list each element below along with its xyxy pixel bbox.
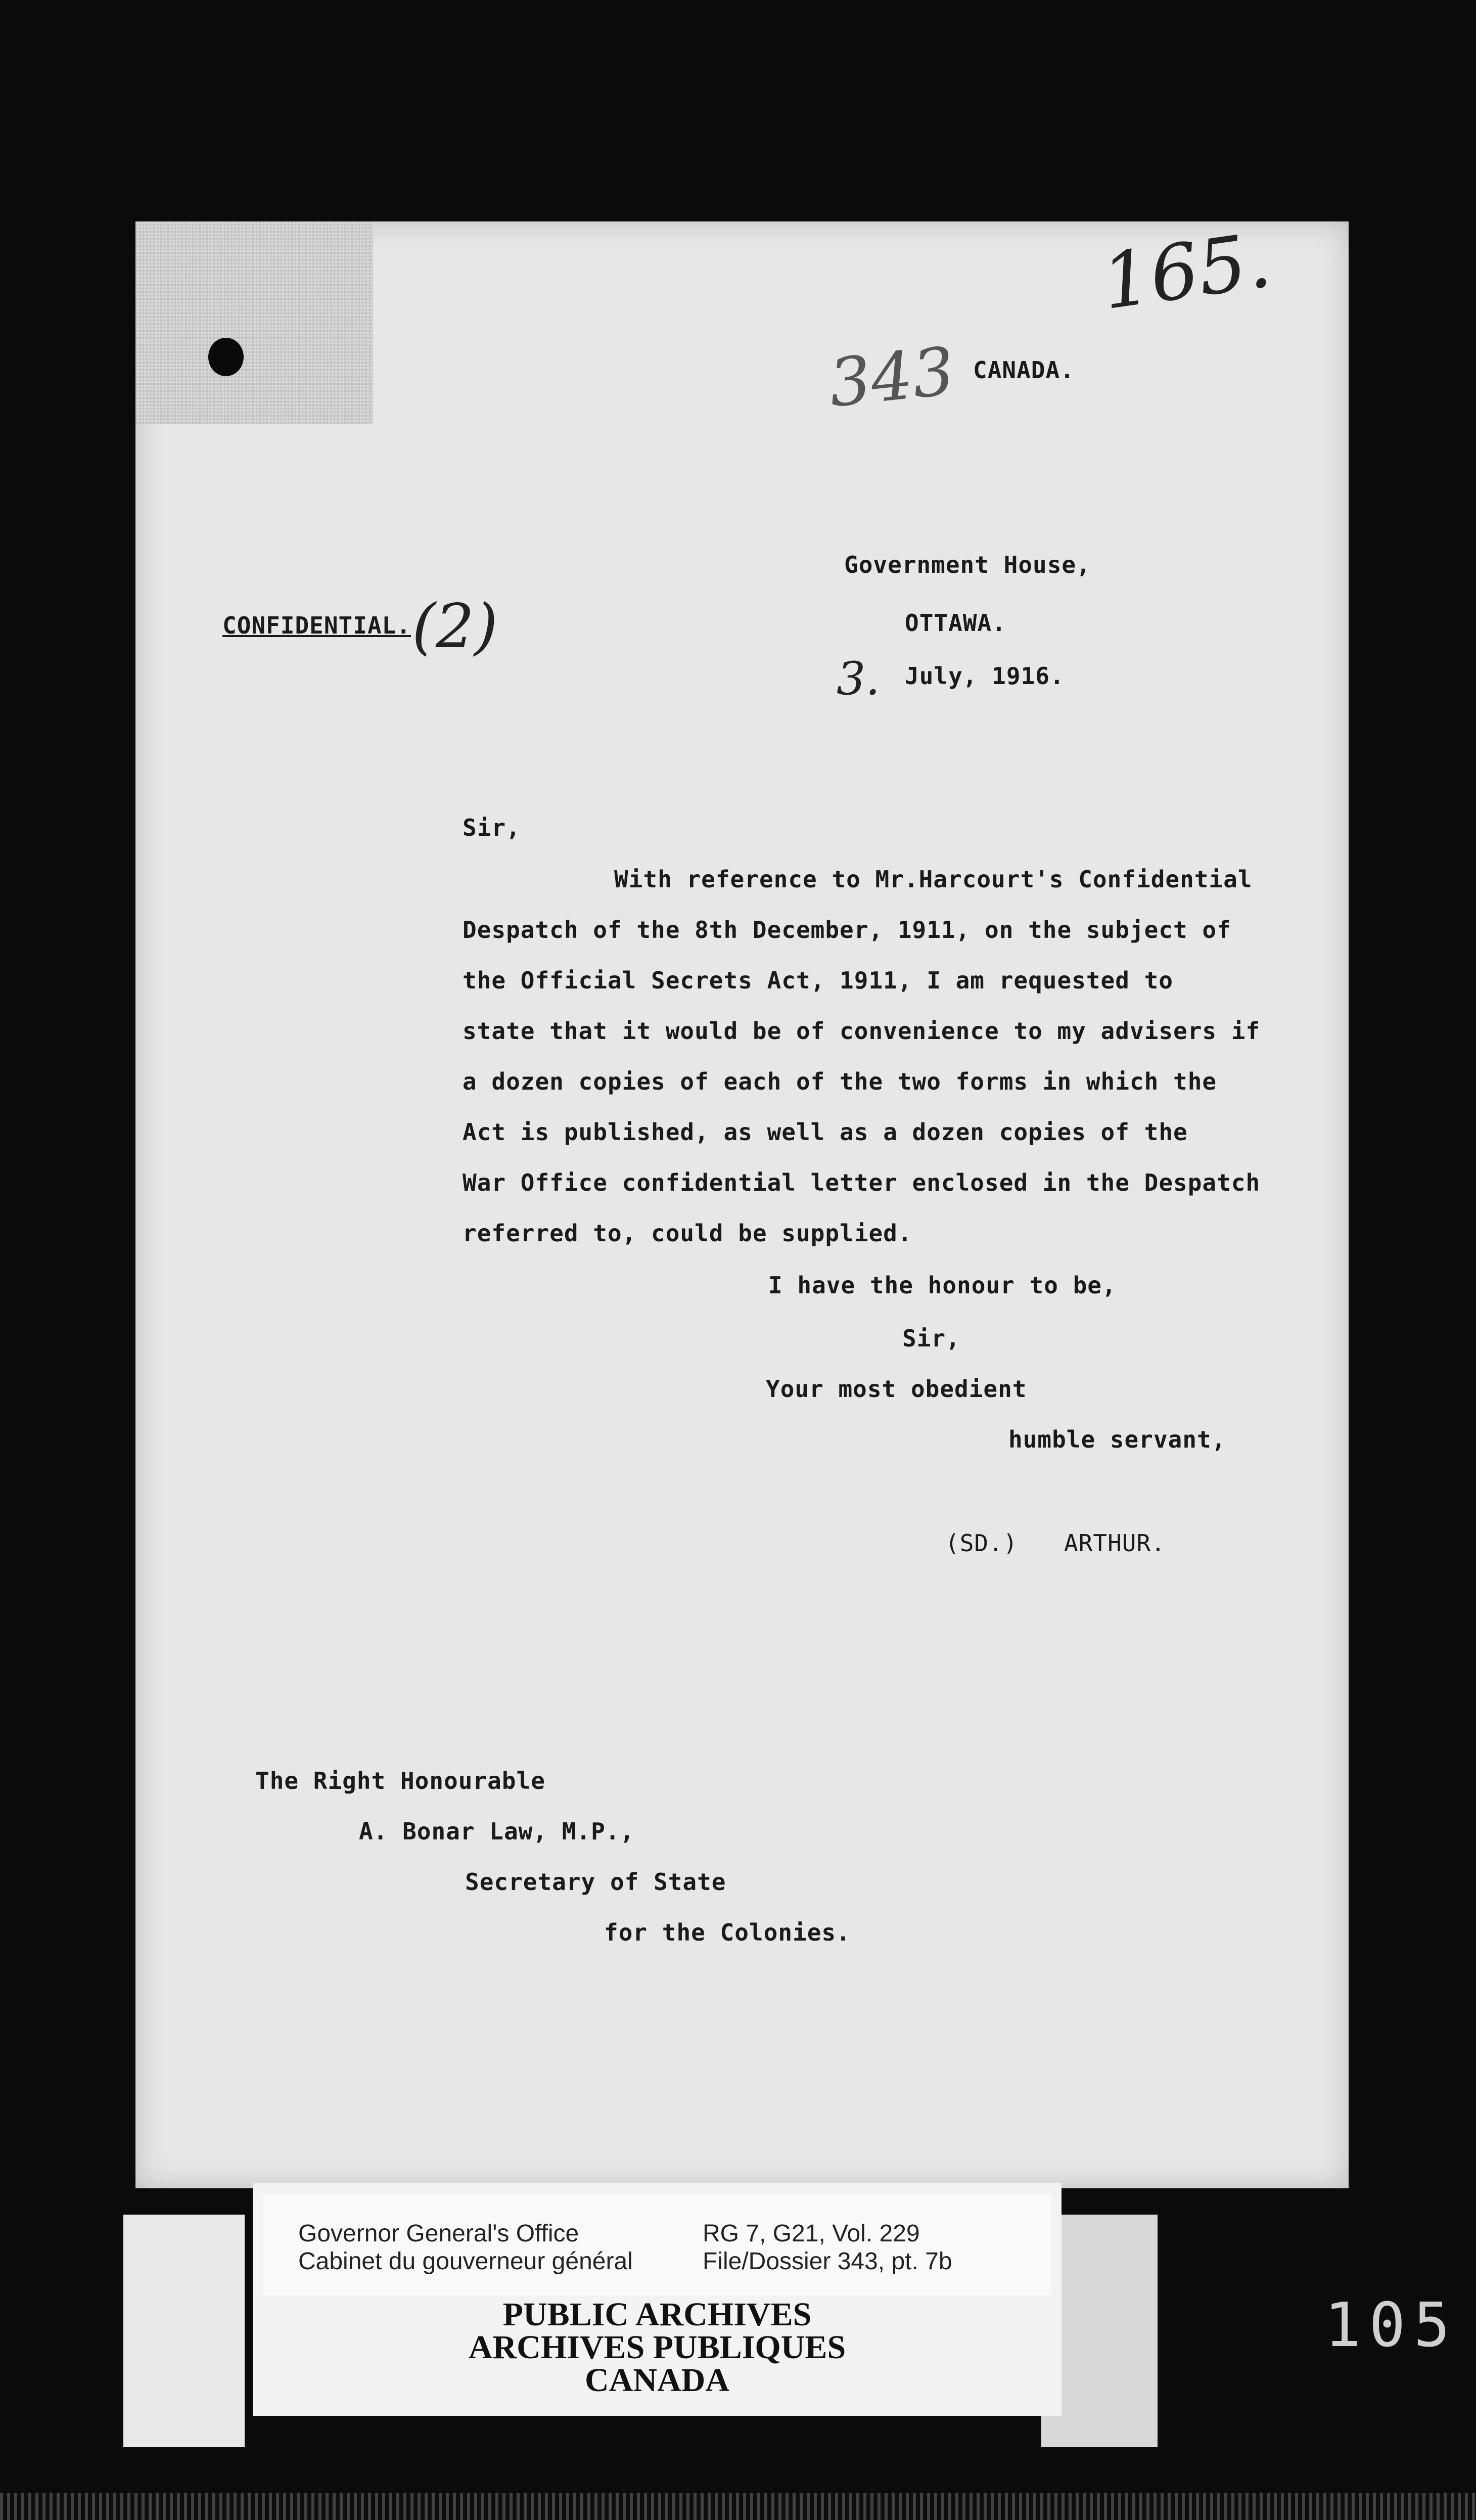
address-line-1: Government House, bbox=[844, 551, 1091, 578]
archive-file: File/Dossier 343, pt. 7b bbox=[703, 2248, 952, 2275]
archive-name-fr: ARCHIVES PUBLIQUES bbox=[468, 2329, 846, 2366]
addressee-line: A. Bonar Law, M.P., bbox=[359, 1818, 635, 1845]
punch-hole bbox=[208, 338, 244, 376]
body-line: Act is published, as well as a dozen copies of the bbox=[463, 1118, 1188, 1146]
film-frame-number: 105 bbox=[1324, 2290, 1458, 2361]
handwritten-confidential-number: (2) bbox=[412, 592, 498, 662]
salutation: Sir, bbox=[463, 814, 521, 841]
film-perforation-strip bbox=[0, 2493, 1476, 2520]
archive-country: CANADA bbox=[585, 2362, 729, 2399]
body-line: Despatch of the 8th December, 1911, on the subject of bbox=[463, 916, 1231, 943]
addressee-line: for the Colonies. bbox=[604, 1919, 851, 1946]
letter-page bbox=[135, 221, 1349, 2188]
signature-name: ARTHUR. bbox=[1064, 1529, 1166, 1557]
body-line: state that it would be of convenience to my advisers if bbox=[463, 1017, 1261, 1045]
address-line-2: OTTAWA. bbox=[905, 609, 1006, 637]
addressee-line: The Right Honourable bbox=[255, 1767, 545, 1794]
body-line: the Official Secrets Act, 1911, I am requested to bbox=[463, 967, 1174, 994]
letter-date: July, 1916. bbox=[905, 662, 1065, 690]
archive-name-en: PUBLIC ARCHIVES bbox=[502, 2296, 812, 2333]
handwritten-day: 3. bbox=[837, 652, 880, 705]
country-heading: CANADA. bbox=[973, 356, 1075, 384]
folio-number: 165. bbox=[1096, 216, 1276, 327]
addressee-line: Secretary of State bbox=[465, 1868, 726, 1896]
body-line: a dozen copies of each of the two forms in which the bbox=[463, 1068, 1217, 1095]
body-line: With reference to Mr.Harcourt's Confidential bbox=[614, 866, 1253, 893]
closing-line: humble servant, bbox=[1008, 1426, 1226, 1453]
closing-line: Your most obedient bbox=[766, 1375, 1027, 1403]
archive-reference: RG 7, G21, Vol. 229 bbox=[703, 2220, 920, 2247]
handwritten-file-number: 343 bbox=[825, 332, 958, 422]
film-edge-left bbox=[123, 2215, 245, 2447]
archive-office-en: Governor General's Office bbox=[298, 2220, 579, 2247]
body-line: referred to, could be supplied. bbox=[463, 1220, 912, 1247]
confidential-marking: CONFIDENTIAL. bbox=[222, 612, 411, 639]
body-line: War Office confidential letter enclosed in the Despatch bbox=[463, 1169, 1261, 1196]
closing-line: Sir, bbox=[902, 1325, 960, 1352]
closing-line: I have the honour to be, bbox=[768, 1272, 1117, 1299]
stamp-swatch bbox=[135, 221, 373, 424]
signature-prefix: (SD.) bbox=[945, 1529, 1018, 1557]
archive-office-fr: Cabinet du gouverneur général bbox=[298, 2248, 633, 2275]
